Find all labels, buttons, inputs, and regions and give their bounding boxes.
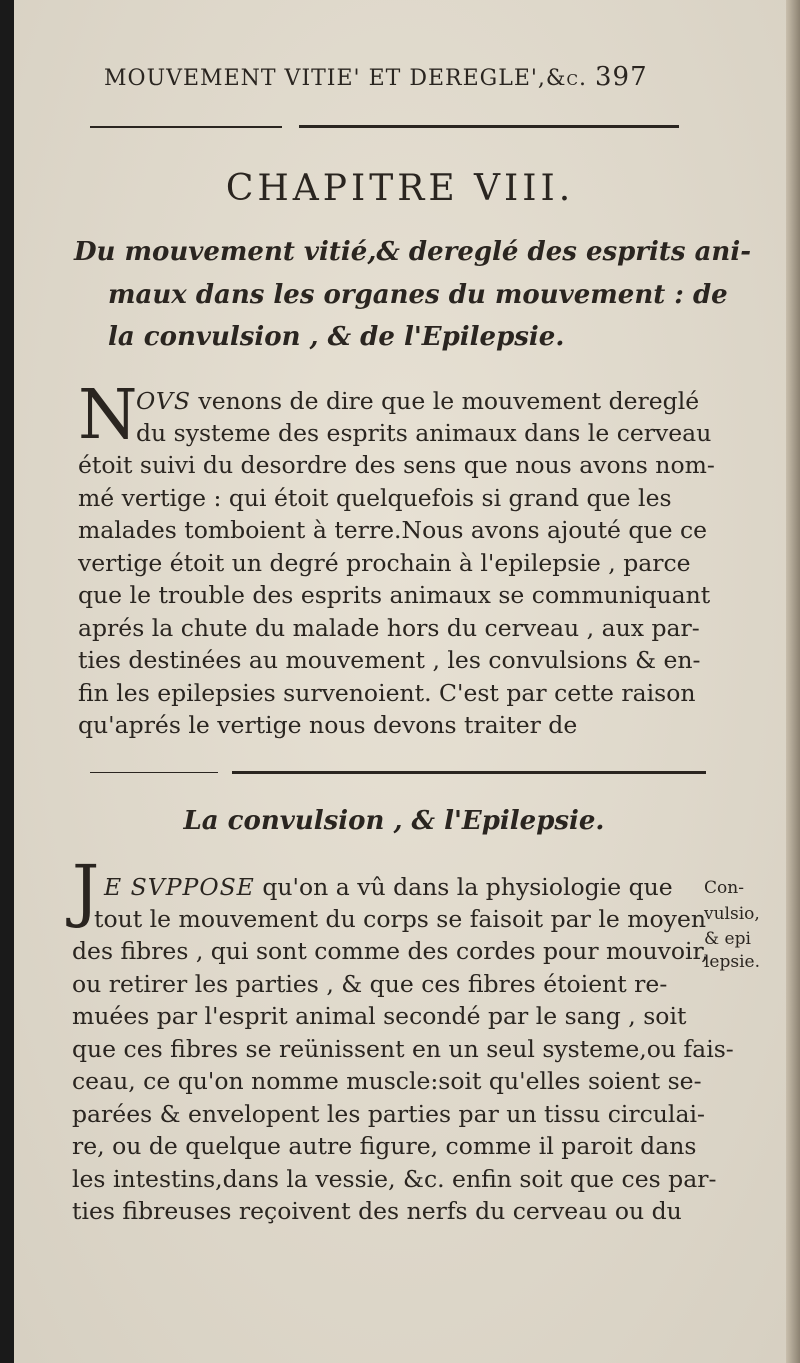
book-page bbox=[14, 0, 786, 1363]
paragraph1-line-4: mé vertige : qui étoit quelquefois si grand que les bbox=[78, 484, 672, 512]
margin-note-line-4: lepsie. bbox=[704, 952, 761, 972]
paragraph2-line-1: E SVPPOSE qu'on a vû dans la physiologie que bbox=[104, 873, 673, 901]
paragraph2-line-11: ties fibreuses reçoivent des nerfs du cerveau ou du bbox=[72, 1197, 682, 1225]
paragraph2-line-3: des fibres , qui sont comme des cordes pour mouvoir, bbox=[72, 937, 709, 965]
paragraph1-line-11: qu'aprés le vertige nous devons traiter de bbox=[78, 711, 578, 739]
paragraph2-line-10: les intestins,dans la vessie, &c. enfin soit que ces par- bbox=[72, 1165, 717, 1193]
running-header bbox=[104, 62, 724, 92]
page-edge bbox=[786, 0, 800, 1363]
paragraph2-line-2: tout le mouvement du corps se faisoit par le moyen bbox=[94, 905, 706, 933]
chapter-title: CHAPITRE VIII. bbox=[225, 168, 575, 209]
section-rule-right bbox=[232, 771, 706, 774]
header-rule-left bbox=[90, 126, 282, 128]
paragraph1-line-1: OVS venons de dire que le mouvement dereglé bbox=[136, 387, 700, 415]
margin-note-line-2: vulsio, bbox=[704, 904, 760, 924]
paragraph1-line-3: étoit suivi du desordre des sens que nous avons nom- bbox=[78, 451, 715, 479]
paragraph2-line-6: que ces fibres se reünissent en un seul systeme,ou fais- bbox=[72, 1035, 734, 1063]
page-number: 397 bbox=[594, 62, 648, 92]
section-title: La convulsion , & l'Epilepsie. bbox=[183, 806, 605, 836]
paragraph1-line-9: ties destinées au mouvement , les convulsions & en- bbox=[78, 646, 701, 674]
paragraph1-line-10: fin les epilepsies survenoient. C'est par cette raison bbox=[78, 679, 696, 707]
paragraph2-lead-word: E SVPPOSE bbox=[104, 873, 255, 901]
paragraph1-lead-word: OVS bbox=[136, 387, 191, 415]
paragraph1-line-8: aprés la chute du malade hors du cerveau , aux par- bbox=[78, 614, 700, 642]
margin-note-line-1: Con- bbox=[704, 878, 744, 898]
paragraph2-line-4: ou retirer les parties , & que ces fibres étoient re- bbox=[72, 970, 668, 998]
paragraph2-line-8: parées & envelopent les parties par un tissu circulai- bbox=[72, 1100, 705, 1128]
chapter-subtitle-line-1: Du mouvement vitié,& dereglé des esprits ani- bbox=[74, 237, 751, 267]
paragraph1-line-7: que le trouble des esprits animaux se communiquant bbox=[78, 581, 711, 609]
paragraph2-line-7: ceau, ce qu'on nomme muscle:soit qu'elles soient se- bbox=[72, 1067, 702, 1095]
paragraph1-line-6: vertige étoit un degré prochain à l'epilepsie , parce bbox=[78, 549, 691, 577]
paragraph2-line-9: re, ou de quelque autre figure, comme il paroit dans bbox=[72, 1132, 697, 1160]
section-rule-left bbox=[90, 772, 218, 773]
drop-cap-n: N bbox=[78, 376, 138, 455]
paragraph1-line-2: du systeme des esprits animaux dans le cerveau bbox=[136, 419, 712, 447]
paragraph2-line-5: muées par l'esprit animal secondé par le sang , soit bbox=[72, 1002, 687, 1030]
running-title: MOUVEMENT VITIE' ET DEREGLE',&c. bbox=[104, 66, 587, 91]
chapter-subtitle-line-2: maux dans les organes du mouvement : de bbox=[108, 280, 728, 310]
paragraph1-line-5: malades tomboient à terre.Nous avons ajouté que ce bbox=[78, 516, 708, 544]
margin-note-line-3: & epi bbox=[704, 929, 751, 949]
header-rule-right bbox=[299, 125, 679, 128]
drop-cap-j: J bbox=[72, 852, 100, 931]
chapter-subtitle-line-3: la convulsion , & de l'Epilepsie. bbox=[108, 322, 565, 352]
